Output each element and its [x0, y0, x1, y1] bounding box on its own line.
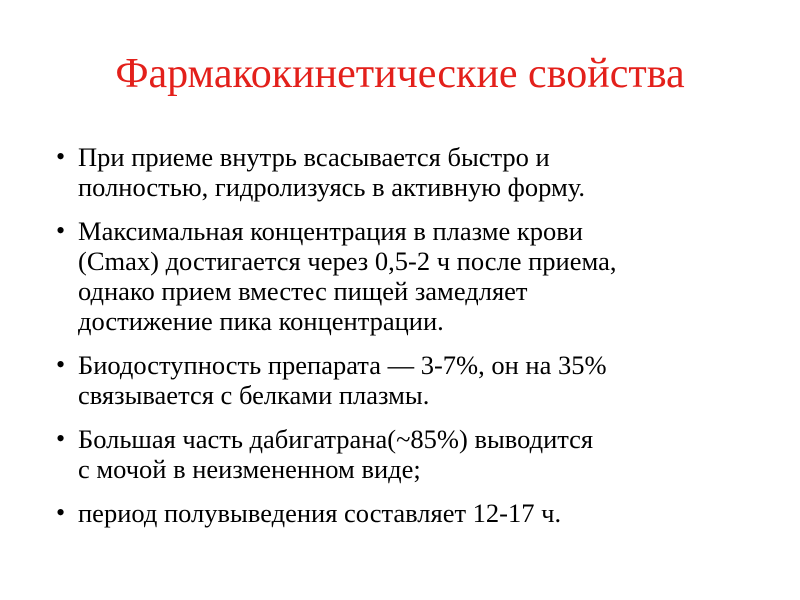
bullet-item: [56, 216, 776, 336]
bullet-item: [56, 424, 776, 484]
bullet-marker: •: [56, 142, 66, 171]
bullet-text: период полувыведения составляет 12-17 ч.: [78, 498, 562, 528]
bullet-marker: •: [56, 498, 66, 527]
bullet-text: При приеме внутрь всасывается быстро и полностью, гидролизуясь в активную форму.: [78, 142, 585, 202]
bullet-item: [56, 498, 776, 528]
bullet-item: [56, 142, 776, 202]
bullet-marker: •: [56, 424, 66, 453]
bullet-text: Максимальная концентрация в плазме крови (Cmax) достигается через 0,5-2 ч после приема, однако прием вместес пищей замедляет достижение пика концентрации.: [78, 216, 617, 336]
bullet-marker: •: [56, 350, 66, 379]
bullet-text: Большая часть дабигатрана(~85%) выводится с мочой в неизмененном виде;: [78, 424, 594, 484]
bullet-text: Биодоступность препарата — 3-7%, он на 35% связывается с белками плазмы.: [78, 350, 607, 410]
bullet-list: [56, 142, 776, 542]
bullet-marker: •: [56, 216, 66, 245]
bullet-item: [56, 350, 776, 410]
slide-title: Фармакокинетические свойства: [115, 51, 685, 97]
